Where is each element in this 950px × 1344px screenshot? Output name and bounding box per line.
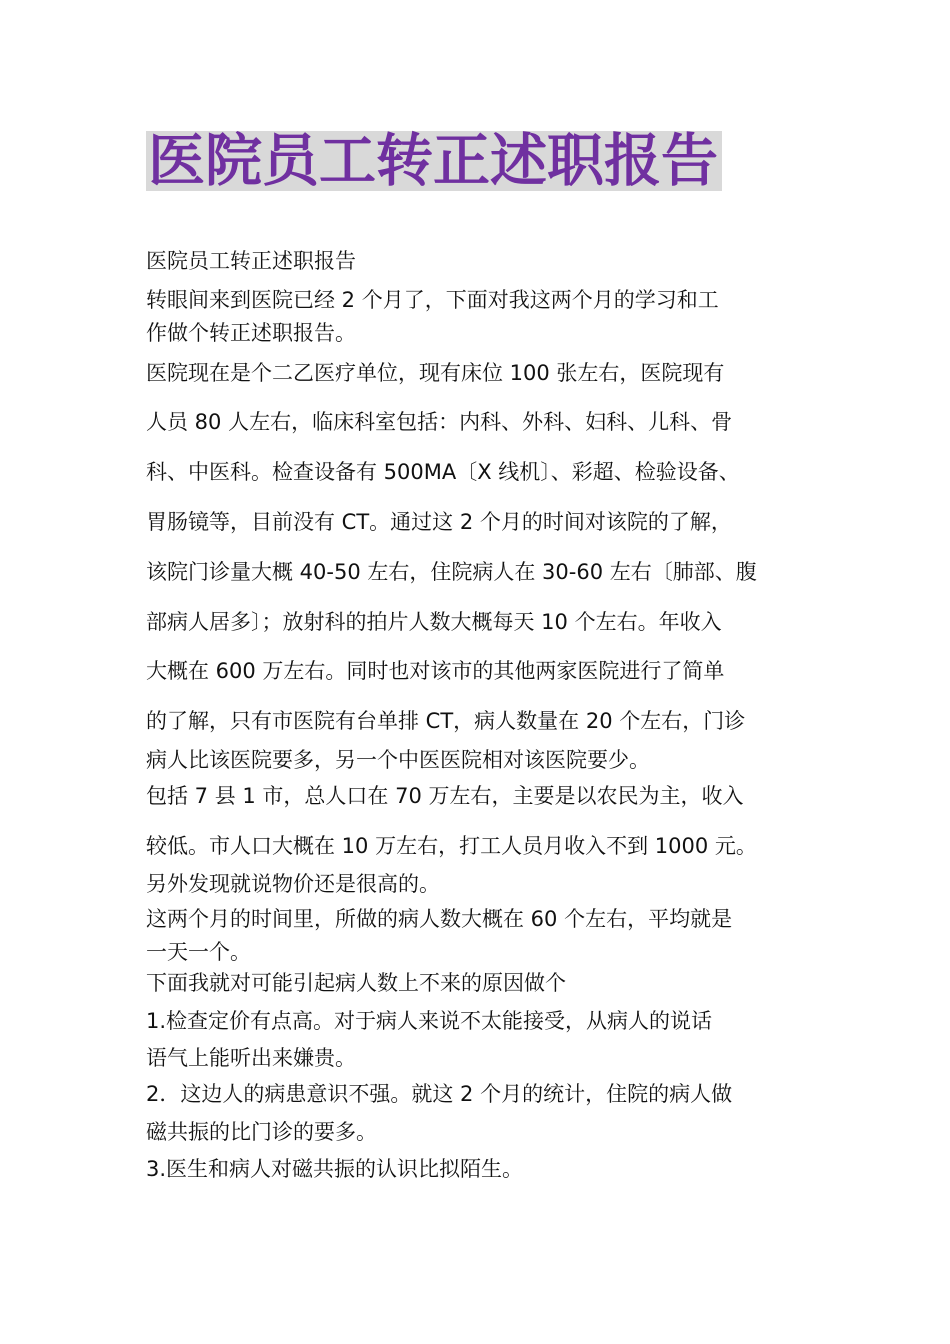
body-line: 一天一个。 [146,940,251,964]
page-title: 医院员工转正述职报告 [148,128,718,194]
title-highlight [146,128,722,194]
body-line: 下面我就对可能引起病人数上不来的原因做个 [146,971,566,995]
body-line: 1.检查定价有点高。对于病人来说不太能接受，从病人的说话 [146,1009,713,1033]
body-line: 胃肠镜等，目前没有 CT。通过这 2 个月的时间对该院的了解， [146,510,732,534]
body-line: 3.医生和病人对磁共振的认识比拟陌生。 [146,1157,524,1181]
body-line: 医院现在是个二乙医疗单位，现有床位 100 张左右，医院现有 [146,361,725,385]
body-line: 大概在 600 万左右。同时也对该市的其他两家医院进行了简单 [146,659,725,683]
body-line: 该院门诊量大概 40-50 左右，住院病人在 30-60 左右〔肺部、腹 [146,560,757,584]
body-line: 人员 80 人左右，临床科室包括：内科、外科、妇科、儿科、骨 [146,410,733,434]
body-line: 这两个月的时间里，所做的病人数大概在 60 个左右，平均就是 [146,907,733,931]
body-line: 语气上能听出来嫌贵。 [146,1046,356,1070]
body-line: 包括 7 县 1 市，总人口在 70 万左右，主要是以农民为主，收入 [146,784,744,808]
body-line: 转眼间来到医院已经 2 个月了，下面对我这两个月的学习和工 [146,288,719,312]
body-line: 另外发现就说物价还是很高的。 [146,872,440,896]
body-line: 2．这边人的病患意识不强。就这 2 个月的统计，住院的病人做 [146,1082,733,1106]
body-line: 作做个转正述职报告。 [146,321,356,345]
body-line: 的了解，只有市医院有台单排 CT，病人数量在 20 个左右，门诊 [146,709,746,733]
body-line: 科、中医科。检查设备有 500MA〔X 线机〕、彩超、检验设备、 [146,460,740,484]
body-line: 磁共振的比门诊的要多。 [146,1120,377,1144]
body-line: 部病人居多〕；放射科的拍片人数大概每天 10 个左右。年收入 [146,610,722,634]
body-line: 较低。市人口大概在 10 万左右，打工人员月收入不到 1000 元。 [146,834,757,858]
body-line: 医院员工转正述职报告 [146,249,356,273]
body-line: 病人比该医院要多，另一个中医医院相对该医院要少。 [146,748,650,772]
